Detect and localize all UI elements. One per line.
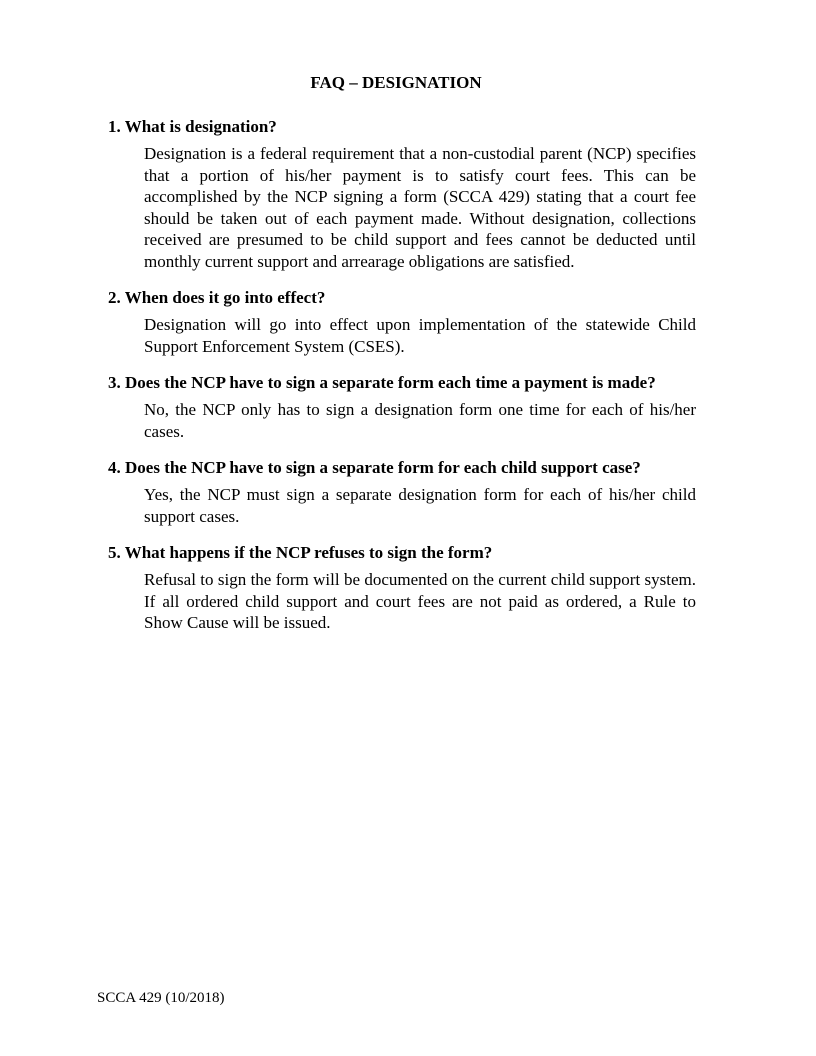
faq-item [108, 288, 708, 357]
faq-answer: No, the NCP only has to sign a designation form one time for each of his/her cases. [144, 400, 696, 441]
faq-item [108, 373, 708, 442]
faq-answer: Yes, the NCP must sign a separate designation form for each of his/her child support cases. [144, 485, 696, 526]
form-footer-code: SCCA 429 (10/2018) [97, 990, 225, 1006]
faq-item [108, 543, 708, 634]
faq-answer: Designation is a federal requirement that a non-custodial parent (NCP) specifies that a portion of his/her payment is to satisfy court fees. This can be accomplished by the NCP signing a form (SCCA 429) stating that a court fee should be taken out of each payment made. Without designation, collections received are presumed to be child support and fees cannot be deducted until monthly current support and arrearage obligations are satisfied. [144, 144, 696, 271]
faq-question: 2. When does it go into effect? [108, 288, 326, 307]
faq-list [108, 117, 708, 650]
faq-answer: Refusal to sign the form will be documented on the current child support system. If all ordered child support and court fees are not paid as ordered, a Rule to Show Cause will be issued. [144, 570, 696, 632]
faq-item [108, 458, 708, 527]
page-title: FAQ – DESIGNATION [310, 73, 482, 92]
faq-question: 5. What happens if the NCP refuses to sign the form? [108, 543, 493, 562]
faq-question: 4. Does the NCP have to sign a separate form for each child support case? [108, 458, 641, 477]
faq-item [108, 117, 708, 272]
faq-question: 3. Does the NCP have to sign a separate form each time a payment is made? [108, 373, 656, 392]
faq-question: 1. What is designation? [108, 117, 277, 136]
faq-answer: Designation will go into effect upon implementation of the statewide Child Support Enforcement System (CSES). [144, 315, 696, 356]
